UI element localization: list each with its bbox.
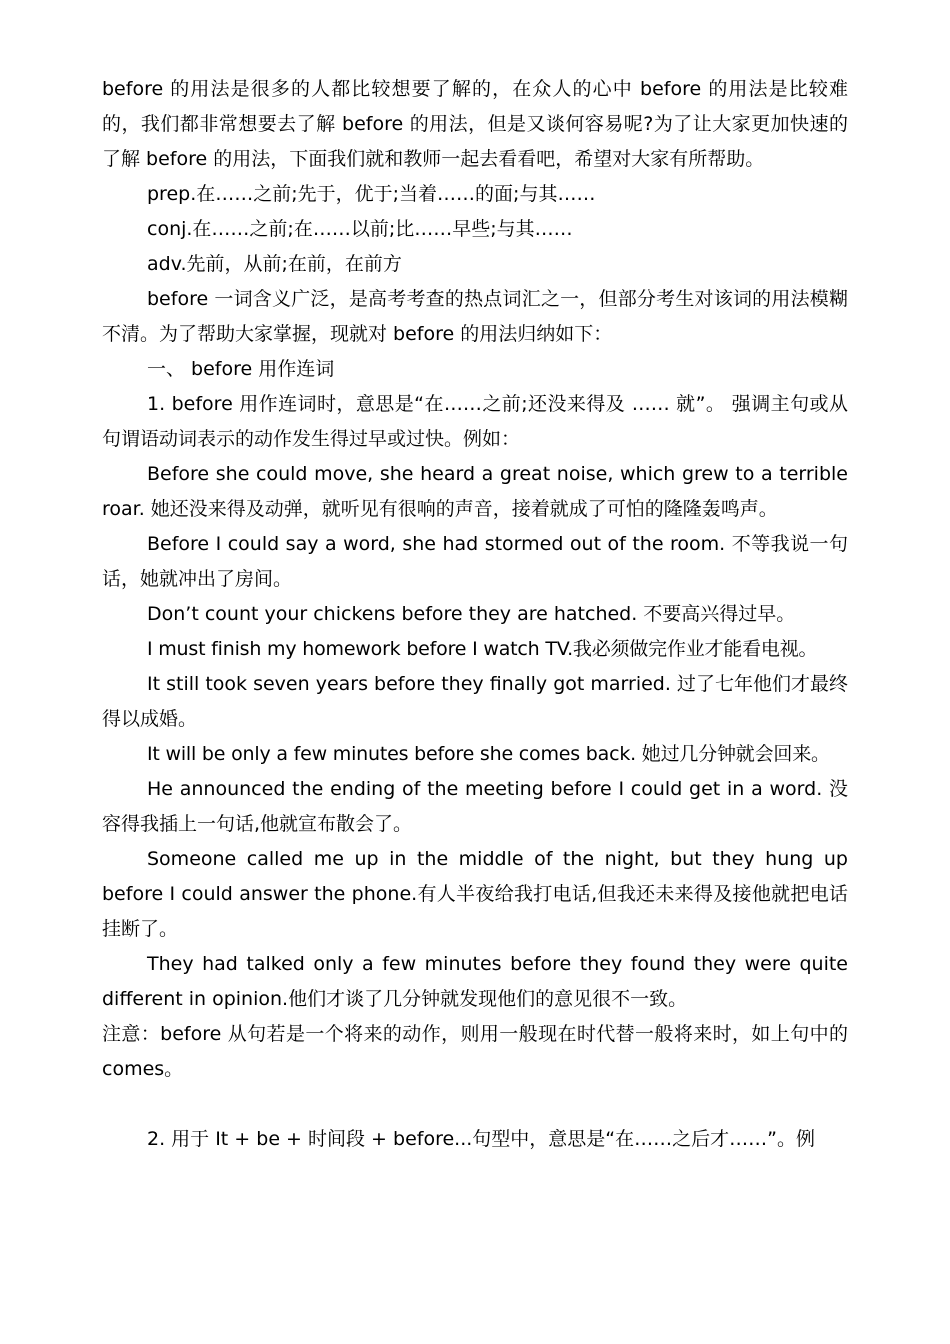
blank-line xyxy=(102,1087,848,1122)
example-sentence: Don’t count your chickens before they are hatched. 不要高兴得过早。 xyxy=(147,603,796,625)
note-paragraph: 注意：before 从句若是一个将来的动作，则用一般现在时代替一般将来时，如上句中的 comes。 xyxy=(102,1023,848,1080)
overview-paragraph: before 一词含义广泛，是高考考查的热点词汇之一，但部分考生对该词的用法模糊不清。为了帮助大家掌握，现就对 before 的用法归纳如下： xyxy=(102,288,848,345)
document-page xyxy=(102,72,848,1157)
example-sentence: I must finish my homework before I watch TV.我必须做完作业才能看电视。 xyxy=(147,638,818,660)
prep-definition: prep.在……之前;先于，优于;当着……的面;与其…… xyxy=(147,183,596,205)
point-2-paragraph: 2. 用于 It + be + 时间段 + before...句型中，意思是“在……之后才……”。例 xyxy=(147,1128,815,1150)
example-sentence: Someone called me up in the middle of the night, but they hung up before I could answer the phone.有人半夜给我打电话,但我还未来得及接他就把电话挂断了。 xyxy=(102,848,848,940)
example-sentence: Before I could say a word, she had stormed out of the room. 不等我说一句话，她就冲出了房间。 xyxy=(102,533,848,590)
example-sentence: They had talked only a few minutes before they found they were quite different in opinion.他们才谈了几分钟就发现他们的意见很不一致。 xyxy=(102,953,848,1010)
adv-definition: adv.先前，从前;在前，在前方 xyxy=(147,253,402,275)
example-sentence: It will be only a few minutes before she comes back. 她过几分钟就会回来。 xyxy=(147,743,830,765)
conj-definition: conj.在……之前;在……以前;比……早些;与其…… xyxy=(147,218,573,240)
example-sentence: He announced the ending of the meeting before I could get in a word. 没容得我插上一句话,他就宣布散会了。 xyxy=(102,778,848,835)
intro-paragraph: before 的用法是很多的人都比较想要了解的，在众人的心中 before 的用法是比较难的，我们都非常想要去了解 before 的用法，但是又谈何容易呢?为了让大家更加快速的了解 before 的用法，下面我们就和教师一起去看看吧，希望对大家有所帮助。 xyxy=(102,78,848,170)
example-sentence: It still took seven years before they finally got married. 过了七年他们才最终得以成婚。 xyxy=(102,673,848,730)
section-heading: 一、 before 用作连词 xyxy=(147,358,335,380)
point-1-paragraph: 1. before 用作连词时，意思是“在……之前;还没来得及 …… 就”。 强调主句或从句谓语动词表示的动作发生得过早或过快。例如： xyxy=(102,393,848,450)
example-sentence: Before she could move, she heard a great noise, which grew to a terrible roar. 她还没来得及动弹，就听见有很响的声音，接着就成了可怕的隆隆轰鸣声。 xyxy=(102,463,848,520)
